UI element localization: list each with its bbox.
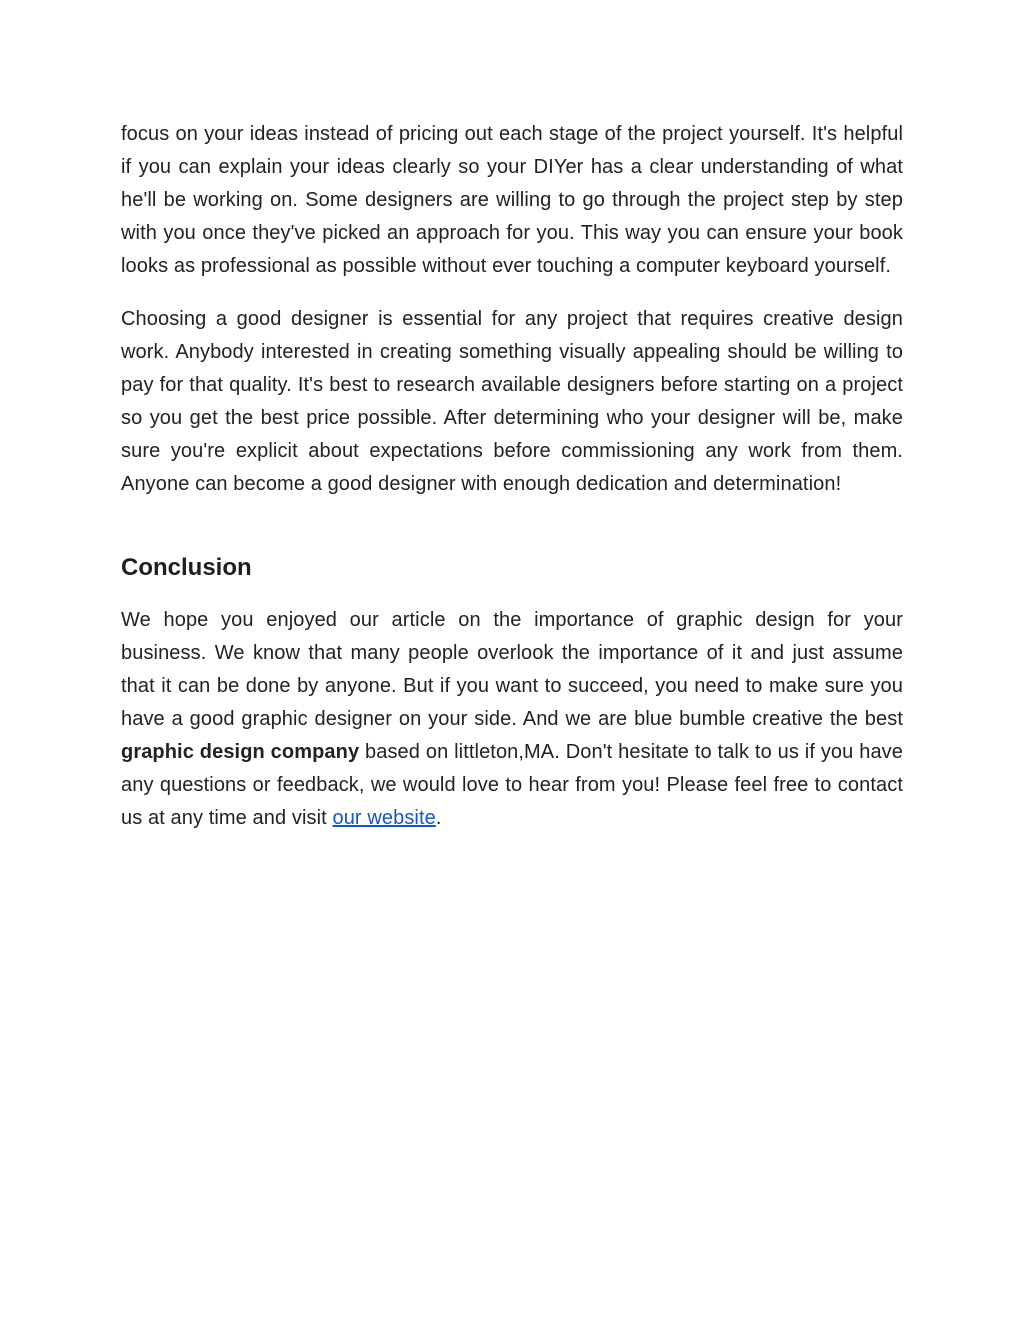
bold-keyword: graphic design company bbox=[121, 741, 360, 763]
section-heading-conclusion: Conclusion bbox=[121, 554, 252, 581]
website-link[interactable]: our website bbox=[332, 807, 436, 829]
body-paragraph-1: focus on your ideas instead of pricing out each stage of the project yourself. It's helpful if you can explain your ideas clearly so your DIYer has a clear understanding of what he'll be working on. Some designers are willing to go through the project step by step with you once they've picked an approach for you. This way you can ensure your book looks as professional as possible without ever touching a computer keyboard yourself. bbox=[121, 123, 903, 277]
conclusion-text-start: We hope you enjoyed our article on the importance of graphic design for your business. We know that many people overlook the importance of it and just assume that it can be done by anyone. But if you want to succeed, you need to make sure you have a good graphic designer on your side. And we are blue bumble creative the best bbox=[121, 609, 903, 730]
document-page bbox=[121, 118, 903, 835]
conclusion-text-middle: based on littleton,MA. Don't hesitate to talk to us if you have any questions or feedback, we would love to hear from you! Please feel free to contact us at any time and visit bbox=[121, 741, 903, 829]
body-paragraph-2: Choosing a good designer is essential for any project that requires creative design work. Anybody interested in creating something visually appealing should be willing to pay for that quality. It's best to research available designers before starting on a project so you get the best price possible. After determining who your designer will be, make sure you're explicit about expectations before commissioning any work from them. Anyone can become a good designer with enough dedication and determination! bbox=[121, 308, 903, 495]
conclusion-text-end: . bbox=[435, 807, 442, 829]
conclusion-paragraph bbox=[121, 604, 903, 835]
